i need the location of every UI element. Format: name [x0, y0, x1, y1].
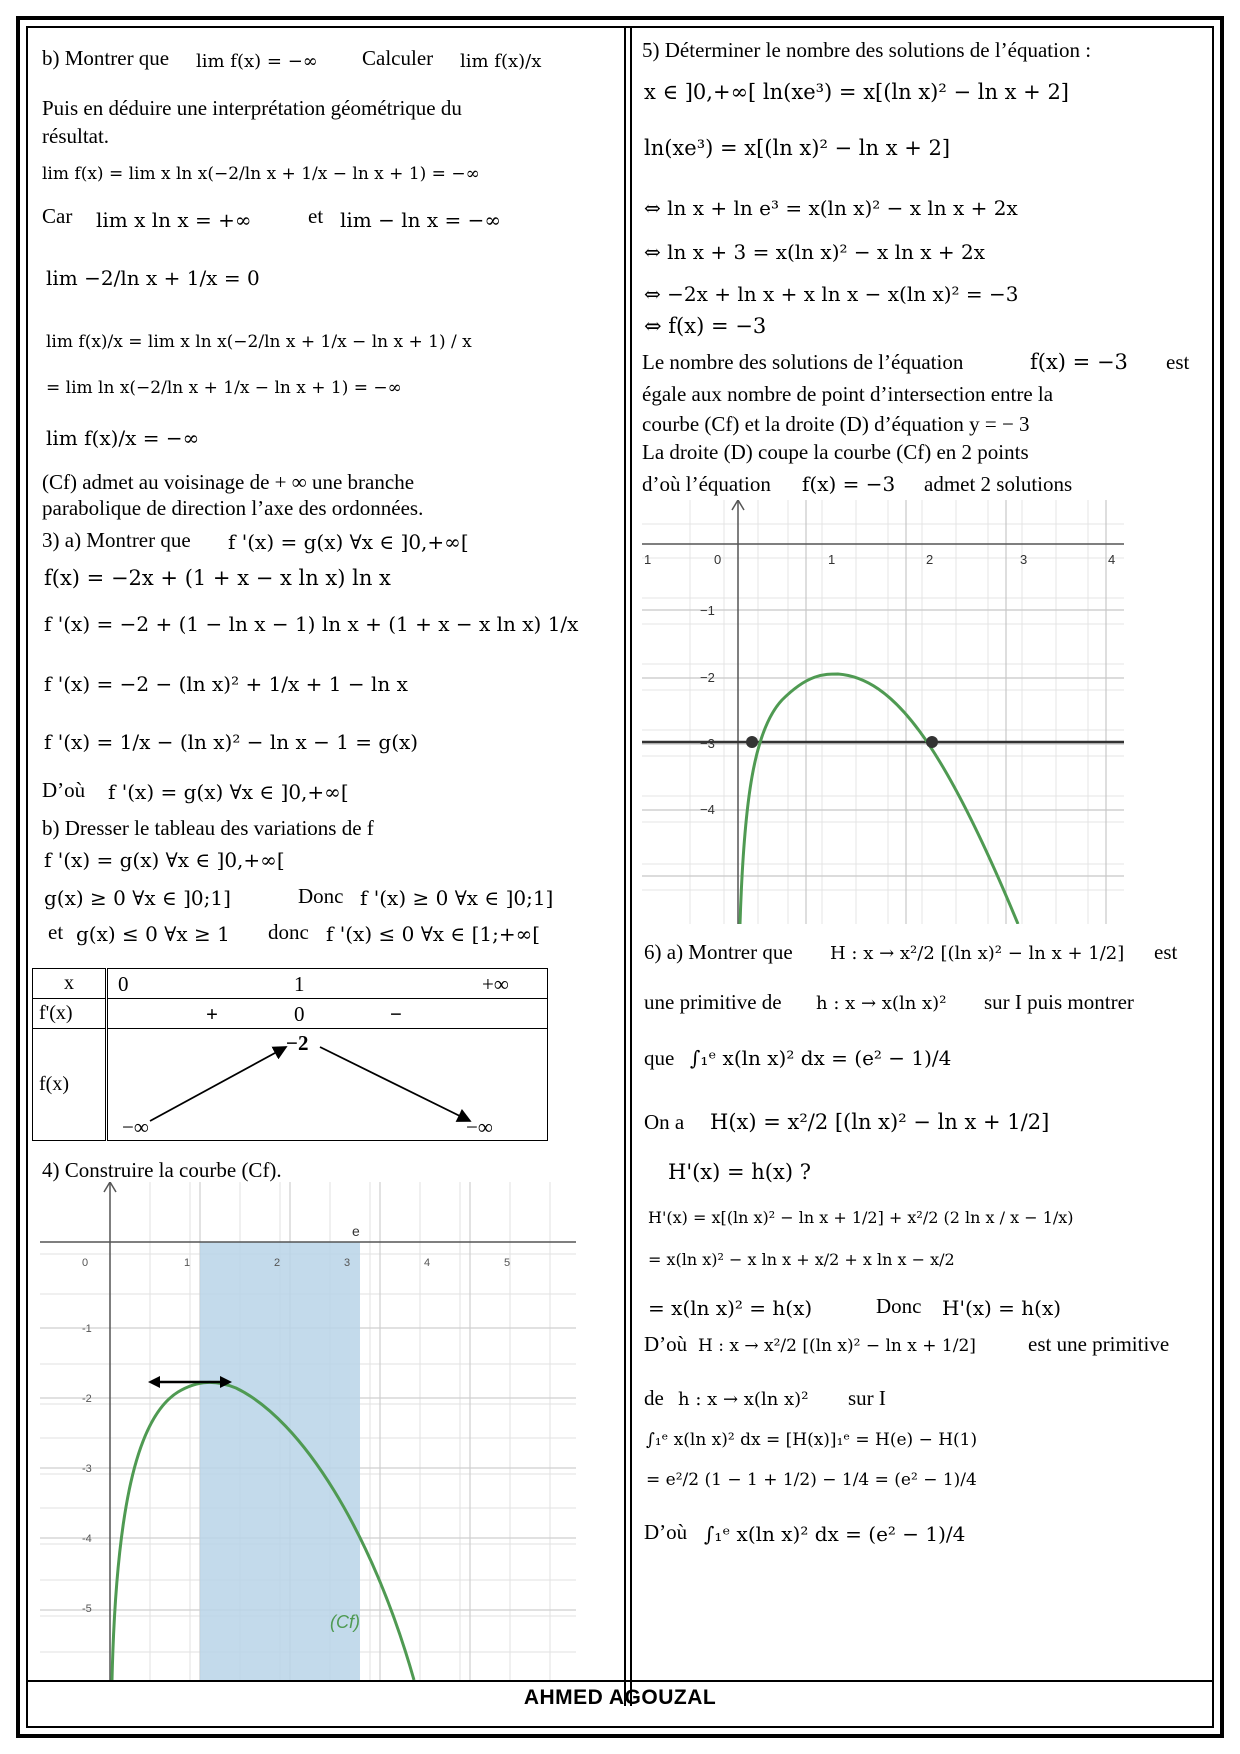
intersection-point-1 [746, 736, 758, 748]
q5-eq: x ∈ ]0,+∞[ ln(xe³) = x[(ln x)² − ln x + 2] [644, 80, 1069, 104]
g1-tick-x2: 2 [274, 1257, 281, 1269]
q6-d2: = x(ln x)² − x ln x + x/2 + x ln x − x/2 [648, 1250, 955, 1269]
q3a-d2: f '(x) = −2 − (ln x)² + 1/x + 1 − ln x [44, 672, 408, 696]
g2-tick-x0: 0 [714, 552, 722, 567]
q2b-car1: lim x ln x = +∞ [96, 208, 252, 232]
curve-cf-2 [740, 674, 1018, 924]
q6-prim: est une primitive [1028, 1332, 1170, 1356]
g1-curve-label: (Cf) [330, 1612, 360, 1632]
q6-H2: H : x → x²/2 [(ln x)² − ln x + 1/2] [698, 1336, 976, 1356]
q3a-dou: D’où [42, 778, 86, 802]
q5-t1c: est [1166, 350, 1190, 374]
q2b-line3: lim −2/ln x + 1/x = 0 [46, 266, 260, 290]
q6-donc: Donc [876, 1294, 922, 1318]
q6-d3: = x(ln x)² = h(x) [648, 1296, 813, 1320]
q5-t2: égale aux nombre de point d’intersection entre la [642, 382, 1054, 406]
q3b-l3b: f '(x) ≤ 0 ∀x ∈ [1;+∞[ [326, 922, 541, 946]
q5-title: 5) Déterminer le nombre des solutions de l’équation : [642, 38, 1092, 62]
q2b-line4: lim f(x)/x = lim x ln x(−2/ln x + 1/x − ln x + 1) / x [46, 332, 472, 352]
q6-Hdef: H(x) = x²/2 [(ln x)² − ln x + 1/2] [710, 1110, 1050, 1134]
g1-tick-y5: -5 [82, 1603, 92, 1615]
q6-Hq: H'(x) = h(x) ? [668, 1160, 811, 1184]
variation-arrows [108, 1029, 528, 1139]
q6-que: que [644, 1046, 675, 1070]
q6-h: h : x → x(ln x)² [816, 993, 947, 1014]
q3a-f: f(x) = −2x + (1 + x − x ln x) ln x [44, 566, 391, 590]
q5-t3: courbe (Cf) et la droite (D) d’équation y = − 3 [642, 412, 1030, 436]
g2-tick-y2: −2 [700, 670, 715, 685]
q2b-car: Car [42, 204, 73, 228]
q5-l1: ln(xe³) = x[(ln x)² − ln x + 2] [644, 136, 951, 160]
q3b-et: et [48, 920, 64, 944]
table-fp-minus: − [390, 1002, 402, 1026]
table-f-left: −∞ [122, 1115, 149, 1139]
q5-t5a: d’où l’équation [642, 472, 771, 496]
q2b-calc: Calculer [362, 46, 434, 70]
g1-tick-y4: -4 [82, 1533, 92, 1545]
q2b-title: b) Montrer que [42, 46, 170, 70]
g2-tick-y4: −4 [700, 802, 715, 817]
g1-tick-x3: 3 [344, 1257, 351, 1269]
q6-t2a: une primitive de [644, 990, 782, 1014]
q6-surI: sur I [848, 1386, 886, 1410]
q5-l3: ⇔ ln x + 3 = x(ln x)² − x ln x + 2x [644, 240, 986, 264]
q6-d3b: H'(x) = h(x) [942, 1296, 1062, 1320]
g2-tick-xm1: 1 [644, 552, 652, 567]
q2b-line5: = lim ln x(−2/ln x + 1/x − ln x + 1) = −∞ [46, 378, 402, 398]
table-x-label: x [33, 969, 107, 999]
q5-t1a: Le nombre des solutions de l’équation [642, 350, 964, 374]
q6-dou2: D’où [644, 1520, 688, 1544]
q5-t4: La droite (D) coupe la courbe (Cf) en 2 points [642, 440, 1029, 464]
table-fp-label: f'(x) [33, 999, 107, 1029]
q3a-title: 3) a) Montrer que [42, 528, 191, 552]
g1-tick-x4: 4 [424, 1257, 431, 1269]
q5-l4: ⇔ −2x + ln x + x ln x − x(ln x)² = −3 [644, 282, 1019, 306]
g1-tick-y3: -3 [82, 1463, 92, 1475]
q6-int: ∫₁ᵉ x(ln x)² dx = (e² − 1)/4 [690, 1046, 952, 1070]
q6-de: de [644, 1386, 664, 1410]
q5-t5c: admet 2 solutions [924, 472, 1073, 496]
q2b-concl2: parabolique de direction l’axe des ordonnées. [42, 496, 424, 520]
q6-ona: On a [644, 1110, 685, 1134]
q2b-lim2: lim f(x)/x [460, 51, 542, 72]
q6-dou: D’où [644, 1332, 688, 1356]
g2-tick-y1: −1 [700, 603, 715, 618]
footer-divider [28, 1680, 1212, 1682]
table-x0: 0 [118, 972, 129, 996]
g1-tick-x5: 5 [504, 1257, 511, 1269]
table-x1: 1 [294, 972, 305, 996]
g1-tick-x1: 1 [184, 1257, 191, 1269]
q2b-car2: lim − ln x = −∞ [340, 208, 502, 232]
q3b-l1: f '(x) = g(x) ∀x ∈ ]0,+∞[ [44, 848, 285, 872]
g1-tick-y2: -2 [82, 1393, 92, 1405]
g1-tick-y1: -1 [82, 1323, 92, 1335]
g2-tick-x2: 2 [926, 552, 934, 567]
q3b-l2b: f '(x) ≥ 0 ∀x ∈ ]0;1] [360, 886, 554, 910]
footer-author: AHMED AGOUZAL [523, 1686, 717, 1709]
q2b-deduce: Puis en déduire une interprétation géométrique du [42, 96, 462, 120]
q3b-donc2: donc [268, 920, 309, 944]
intersection-point-2 [926, 736, 938, 748]
table-f-right: −∞ [466, 1115, 493, 1139]
q6-i2: = e²/2 (1 − 1 + 1/2) − 1/4 = (e² − 1)/4 [646, 1470, 977, 1490]
graph-cf-line-d [642, 500, 1124, 924]
q3a-stmt: f '(x) = g(x) ∀x ∈ ]0,+∞[ [228, 530, 469, 554]
q6-H: H : x → x²/2 [(ln x)² − ln x + 1/2] [830, 943, 1125, 964]
q2b-concl1: (Cf) admet au voisinage de + ∞ une branche [42, 470, 415, 494]
q3b-donc: Donc [298, 884, 344, 908]
table-x2: +∞ [482, 972, 509, 996]
q2b-line6: lim f(x)/x = −∞ [46, 426, 200, 450]
g2-tick-x3: 3 [1020, 552, 1028, 567]
q5-l5: ⇔ f(x) = −3 [644, 314, 767, 338]
q6-i1: ∫₁ᵉ x(ln x)² dx = [H(x)]₁ᵉ = H(e) − H(1) [646, 1430, 978, 1450]
g2-tick-x4: 4 [1108, 552, 1116, 567]
q2b-line1: lim f(x) = lim x ln x(−2/ln x + 1/x − ln x + 1) = −∞ [42, 164, 480, 184]
q3b-title: b) Dresser le tableau des variations de f [42, 816, 374, 840]
q3a-res: f '(x) = g(x) ∀x ∈ ]0,+∞[ [108, 780, 349, 804]
q5-t1b: f(x) = −3 [1030, 350, 1128, 374]
q5-l2: ⇔ ln x + ln e³ = x(ln x)² − x ln x + 2x [644, 196, 1018, 220]
g1-tick-x0: 0 [82, 1257, 89, 1269]
table-fp-zero: 0 [294, 1002, 305, 1026]
table-f-label: f(x) [33, 1029, 107, 1141]
q2b-lim1: lim f(x) = −∞ [196, 51, 318, 72]
q2b-et: et [308, 204, 324, 228]
q6-t2b: sur I puis montrer [984, 990, 1134, 1014]
q3a-d1: f '(x) = −2 + (1 − ln x − 1) ln x + (1 + x − x ln x) 1/x [44, 612, 579, 636]
q6-h2: h : x → x(ln x)² [678, 1389, 809, 1410]
table-fp-plus: + [206, 1002, 218, 1026]
table-f-max: −2 [286, 1031, 309, 1055]
q3b-l2a: g(x) ≥ 0 ∀x ∈ ]0;1] [44, 886, 231, 910]
q6-final: ∫₁ᵉ x(ln x)² dx = (e² − 1)/4 [704, 1522, 966, 1546]
q4-title: 4) Construire la courbe (Cf). [42, 1158, 282, 1182]
g2-tick-x1: 1 [828, 552, 836, 567]
variation-table [32, 968, 548, 1141]
graph-cf-integral [40, 1182, 576, 1680]
q2b-deduce2: résultat. [42, 124, 110, 148]
q5-t5b: f(x) = −3 [802, 472, 896, 496]
q3a-d3: f '(x) = 1/x − (ln x)² − ln x − 1 = g(x) [44, 730, 419, 754]
q3b-l3a: g(x) ≤ 0 ∀x ≥ 1 [76, 922, 230, 946]
q6-d1: H'(x) = x[(ln x)² − ln x + 1/2] + x²/2 (2 ln x / x − 1/x) [648, 1208, 1074, 1227]
g1-e-label: e [352, 1223, 360, 1239]
q6-title: 6) a) Montrer que [644, 940, 793, 964]
g2-tick-y3: −3 [700, 736, 715, 751]
q6-est: est [1154, 940, 1178, 964]
